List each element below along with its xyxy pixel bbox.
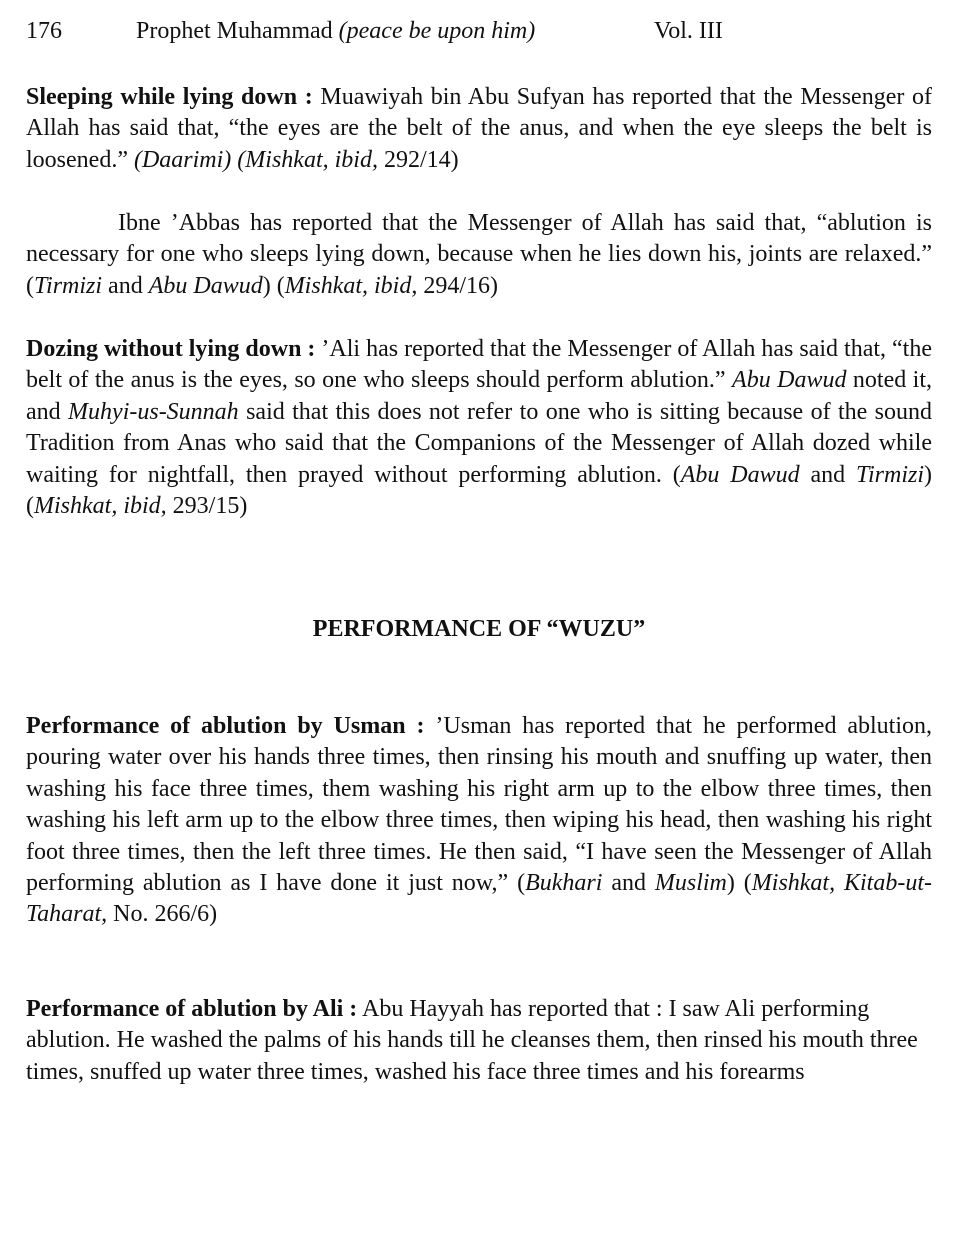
paragraph-ablution-usman bbox=[26, 711, 932, 931]
citation-italic: Muslim bbox=[654, 870, 727, 897]
running-header bbox=[26, 18, 932, 52]
paragraph-lead: Dozing without lying down : bbox=[26, 336, 316, 362]
citation-italic: Abu Dawud bbox=[148, 272, 263, 299]
paragraph-text: Ibne ’Abbas has reported that the Messenger of Allah has said that, “ablution is necessary for one who sleeps lying down, because when he lies down his, joints are relaxed.” ( bbox=[26, 210, 932, 299]
paragraph-text: ) ( bbox=[262, 272, 285, 299]
paragraph-text: 292/14) bbox=[377, 146, 459, 173]
section-heading: PERFORMANCE OF “WUZU” bbox=[312, 616, 646, 642]
paragraph-ablution-ali bbox=[26, 994, 932, 1088]
paragraph-text: ’Ali has reported that the Messenger of Allah has said that, “the belt of the anus is the eyes, so one who sleeps should perform ablution.” bbox=[26, 336, 932, 394]
paragraph-text: 293/15) bbox=[166, 493, 248, 520]
citation-italic: (Daarimi) bbox=[133, 146, 232, 173]
citation-italic: (Mishkat, ibid, bbox=[237, 146, 378, 173]
paragraph-text: 294/16) bbox=[417, 272, 499, 299]
paragraph-text: and bbox=[799, 461, 856, 488]
citation-italic: Tirmizi bbox=[855, 461, 925, 488]
paragraph-text: Muawiyah bin Abu Sufyan has reported that the Messenger of Allah has said that, “the eyes are the belt of the anus, and when the eye sleeps the belt is loosened.” bbox=[26, 84, 932, 173]
paragraph-lead: Sleeping while lying down : bbox=[26, 84, 313, 110]
citation-italic: Mishkat, ibid, bbox=[34, 493, 167, 520]
volume-label: Vol. III bbox=[654, 18, 723, 44]
paragraph-ibne-abbas bbox=[26, 208, 932, 302]
paragraph-sleeping-lying-down bbox=[26, 82, 932, 176]
paragraph-dozing bbox=[26, 334, 932, 522]
paragraph-text: and bbox=[602, 870, 655, 897]
citation-italic: Bukhari bbox=[525, 870, 603, 897]
paragraph-text: noted it, and bbox=[26, 367, 933, 425]
book-title-honorific: (peace be upon him) bbox=[338, 18, 536, 44]
paragraph-text: and bbox=[102, 272, 149, 299]
paragraph-text: ) ( bbox=[726, 870, 752, 897]
paragraph-text: said that this does not refer to one who is sitting because of the sound Tradition from Anas who said that the Companions of the Messenger of Allah dozed while waiting for nightfall, then prayed without performing ablution. ( bbox=[26, 398, 932, 488]
book-title-main: Prophet Muhammad bbox=[136, 18, 339, 44]
citation-italic: Mishkat, ibid, bbox=[284, 272, 418, 299]
citation-italic: Mishkat, Kitab-ut-Taharat, bbox=[26, 870, 932, 928]
paragraph-lead: Performance of ablution by Ali : bbox=[26, 996, 358, 1022]
book-title bbox=[136, 18, 535, 45]
paragraph-text: No. 266/6) bbox=[107, 901, 218, 928]
page-number: 176 bbox=[26, 18, 62, 44]
citation-italic: Tirmizi bbox=[34, 272, 103, 299]
citation-italic: Abu Dawud bbox=[732, 367, 847, 394]
paragraph-lead: Performance of ablution by Usman : bbox=[26, 713, 425, 739]
paragraph-text: ) ( bbox=[26, 461, 933, 520]
paragraph-text: ’Usman has reported that he performed ablution, pouring water over his hands three times, then rinsing his mouth and snuffing up water, then washing his face three times, them washing his right arm up to the elbow three times, then washing his left arm up to the elbow three times, then wiping his head, then washing his right foot three times, then the left three times. He then said, “I have seen the Messenger of Allah performing ablution as I have done it just now,” ( bbox=[26, 713, 933, 897]
paragraph-text: Abu Hayyah has reported that : I saw Ali performing ablution. He washed the palms of his hands till he cleanses them, then rinsed his mouth three times, snuffed up water three times, washed his face three times and his forearms bbox=[26, 996, 918, 1085]
citation-italic: Muhyi-us-Sunnah bbox=[68, 398, 239, 425]
citation-italic: Abu Dawud bbox=[680, 461, 800, 488]
